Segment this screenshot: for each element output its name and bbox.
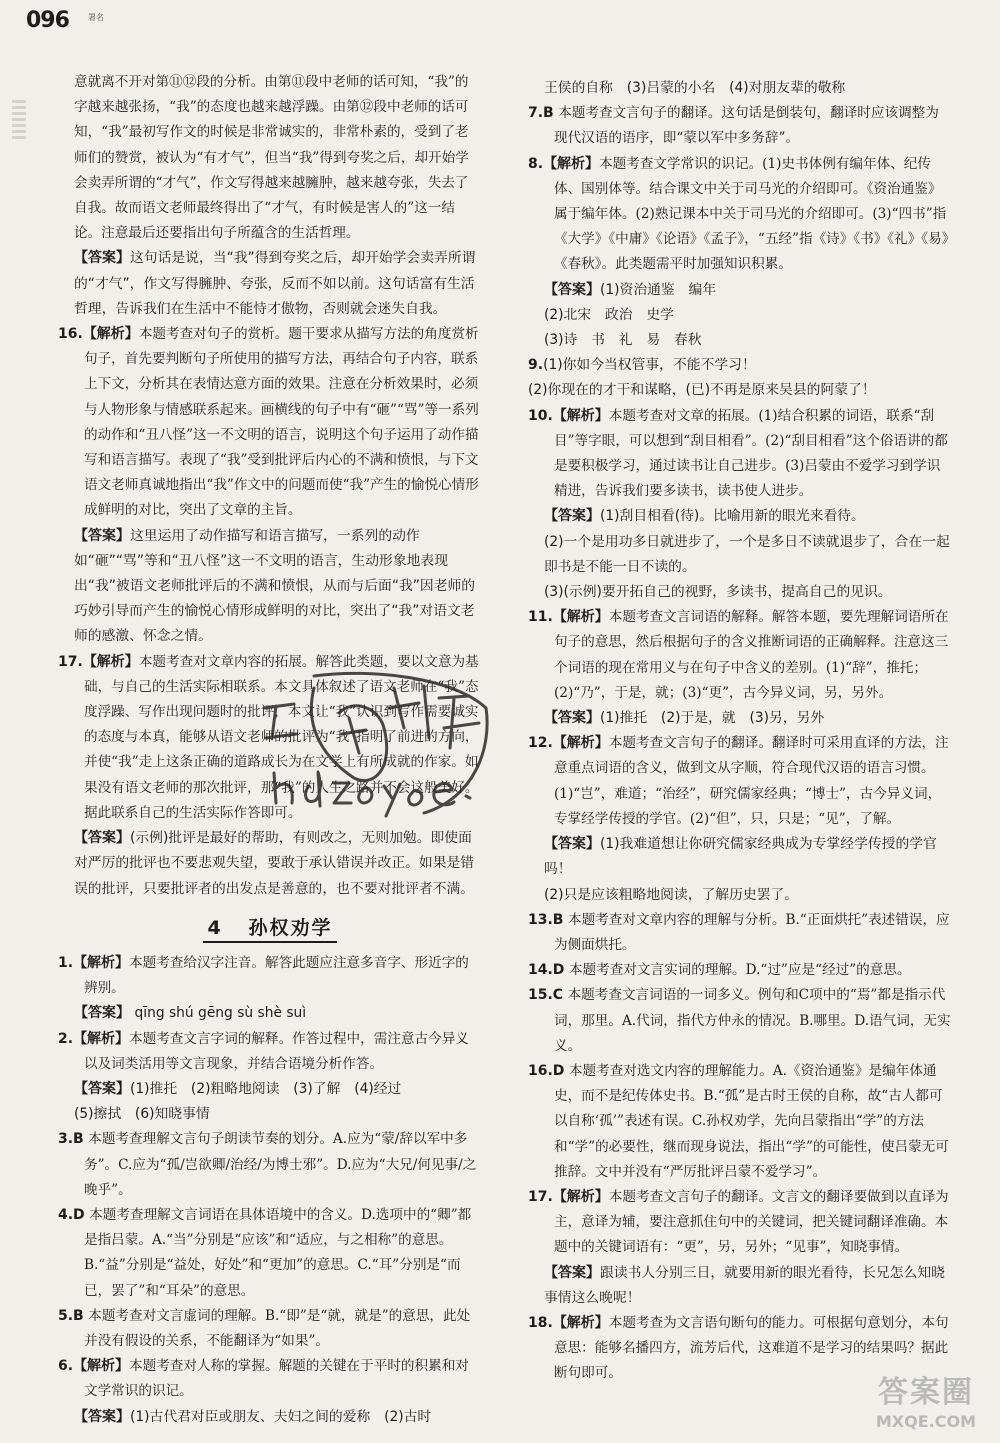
question-number: 16.D xyxy=(528,1062,565,1079)
q17 xyxy=(58,650,482,826)
l14 xyxy=(528,958,952,983)
q17-answer xyxy=(58,826,482,902)
q16-answer xyxy=(58,524,482,650)
q16 xyxy=(58,322,482,524)
analysis-text: 本题考查文言词语的一词多义。例句和C项中的“焉”都是指示代词，那里。A.代词，指代方仲永的情况。B.哪里。D.语气词，无实义。 xyxy=(554,987,951,1054)
answer-label: 【答案】 xyxy=(544,281,600,298)
answer-text: 跟读书人分别三日，就要用新的眼光看待，长兄怎么知晓事情这么晚呢！ xyxy=(544,1264,945,1306)
answer-text-line2: (5)擦拭 (6)知晓事情 xyxy=(74,1106,210,1123)
l16 xyxy=(528,1059,952,1185)
answer-label: 【答案】 xyxy=(74,1080,130,1097)
answer-text: 王侯的自称 (3)吕蒙的小名 (4)对朋友辈的敬称 xyxy=(544,80,846,96)
l6 xyxy=(58,1354,482,1404)
answer-label: 【答案】 xyxy=(544,1264,600,1281)
l4 xyxy=(58,1203,482,1304)
question-number: 6. xyxy=(58,1358,74,1375)
question-number: 1. xyxy=(58,954,74,971)
l12 xyxy=(528,731,952,832)
answer-text: 这里运用了动作描写和语言描写，一系列的动作如“砸”“骂”等和“丑八怪”这一不文明的语言，生动形象地表现出“我”被语文老师批评后的不满和愤恨，从而与后面“我”因老师的巧妙引导而产生的愉悦心情形成鲜明的对比，突出了“我”对语文老师的感激、怀念之情。 xyxy=(74,527,476,645)
question-number: 8. xyxy=(528,155,544,172)
answer-label: 【答案】 xyxy=(74,1408,130,1425)
analysis-label: 【解析】 xyxy=(552,735,609,752)
question-number: 14.D xyxy=(528,962,565,979)
analysis-label: 【解析】 xyxy=(73,1358,130,1375)
answer-text: (1)古代君对臣或朋友、夫妇之间的爱称 (2)古时 xyxy=(130,1408,432,1425)
analysis-label: 【解析】 xyxy=(82,326,139,343)
page-number: 096 xyxy=(26,8,69,33)
question-number: 17. xyxy=(58,653,83,670)
analysis-text: 本题考查对文章的拓展。(1)结合积累的词语，联系“刮目”等字眼，可以想到“刮目相看”。(2)“刮目相看”这个俗语讲的都是要积极学习，通过读书让自己进步。(3)吕蒙由不爱学习到学识精进，告诉我们要多读书，读书使人进步。 xyxy=(554,407,948,500)
answer-label: 【答案】 xyxy=(74,527,130,544)
question-number: 3.B xyxy=(58,1131,84,1148)
answer-text: (1)资治通鉴 编年 xyxy=(600,281,717,298)
answer-text-line2: (2)你现在的才干和谋略，(已)不再是原来吴县的阿蒙了！ xyxy=(528,382,876,399)
answer-text: (示例)批评是最好的帮助，有则改之，无则加勉。即使面对严厉的批评也不要悲观失望，要敢于承认错误并改正。如果是错误的批评，只要批评者的出发点是善意的，也不要对批评者不满。 xyxy=(74,830,475,897)
l11-answer xyxy=(528,706,952,731)
answer-text: (1)你如今当权管事，不能不学习！ xyxy=(543,357,756,374)
l13 xyxy=(528,908,952,958)
analysis-label: 【解析】 xyxy=(552,1188,609,1205)
l6-answer xyxy=(58,1405,482,1430)
l2-answer xyxy=(58,1077,482,1127)
lesson-name: 孙权劝学 xyxy=(248,916,333,939)
analysis-label: 【解析】 xyxy=(552,407,609,424)
answer-label: 【答案】 xyxy=(74,1005,130,1022)
answer-label: 【答案】 xyxy=(544,710,600,727)
l12-answer xyxy=(528,832,952,908)
l10-answer xyxy=(528,504,952,605)
question-number: 7.B xyxy=(528,105,554,122)
analysis-text: 本题考查文学常识的识记。(1)史书体例有编年体、纪传体、国别体等。结合课文中关于司马光的介绍即可。《资治通鉴》属于编年体。(2)熟记课本中关于司马光的介绍即可。(3)“四书”指《大学》《中庸》《论语》《孟子》，“五经”指《诗》《书》《礼》《易》《春秋》。此类题需平时加强知识积累。 xyxy=(554,155,949,273)
question-number: 5.B xyxy=(58,1307,84,1324)
answer-text-line2: (2)北宋 政治 史学 xyxy=(544,306,674,323)
l8 xyxy=(528,152,952,278)
analysis-label: 【解析】 xyxy=(552,1314,609,1331)
l11 xyxy=(528,605,952,706)
question-number: 10. xyxy=(528,407,553,424)
answer-text: 这句话是说，当“我”得到夸奖之后，却开始学会卖弄所谓的“才气”，作文写得臃肿、夸张，反而不如以前。这句话富有生活哲理，告诉我们在生活中不能恃才傲物，否则就会迷失自我。 xyxy=(74,250,476,317)
watermark-url: MXQE.COM xyxy=(875,1412,976,1431)
l9 xyxy=(528,353,952,403)
question-number: 18. xyxy=(528,1314,553,1331)
watermark-title: 答案圈 xyxy=(878,1375,974,1410)
lesson-title xyxy=(58,916,482,941)
answer-text: (1)推托 (2)于是，就 (3)另，另外 xyxy=(600,710,825,727)
l17-answer xyxy=(528,1261,952,1311)
question-number: 17. xyxy=(528,1188,553,1205)
l17 xyxy=(528,1185,952,1261)
q15-answer xyxy=(58,246,482,322)
answer-text-line3: (3)(示例)要开拓自己的视野，多读书，提高自己的见识。 xyxy=(544,584,892,601)
l10 xyxy=(528,404,952,505)
analysis-text: 本题考查对文章内容的理解与分析。B.“正面烘托”表述错误，应为侧面烘托。 xyxy=(554,911,950,953)
answer-text: (1)刮目相看(待)。比喻用新的眼光来看待。 xyxy=(600,508,865,525)
analysis-text: 本题考查文言字词的解释。作答过程中，需注意古今异义以及词类活用等文言现象，并结合语境分析作答。 xyxy=(84,1030,469,1072)
question-number: 15.C xyxy=(528,987,564,1004)
answer-text: (1)我难道想让你研究儒家经典成为专掌经学传授的学官吗！ xyxy=(544,836,937,878)
side-margin-mark xyxy=(12,100,26,140)
analysis-text: 本题考查理解文言词语在具体语境中的含义。D.选项中的“卿”都是指吕蒙。A.“当”分别是“应该”和“适应，与之相称”的意思。B.“益”分别是“益处，好处”和“更加”的意思。C.“耳”分别是“而已，罢了”和“耳朵”的意思。 xyxy=(84,1206,472,1299)
answer-label: 【答案】 xyxy=(544,508,600,525)
analysis-text: 本题考查为文言语句断句的能力。可根据句意划分，本句意思：能够名播四方，流芳后代，这难道不是学习的结果吗？据此断句即可。 xyxy=(554,1314,949,1382)
analysis-text: 本题考查给汉字注音。解答此题应注意多音字、形近字的辨别。 xyxy=(84,954,469,997)
l7 xyxy=(528,101,952,151)
analysis-label: 【解析】 xyxy=(82,653,139,670)
right-column xyxy=(528,76,952,1387)
analysis-label: 【解析】 xyxy=(543,155,600,172)
analysis-text: 本题考查对选文内容的理解能力。A.《资治通鉴》是编年体通史，而不是纪传体史书。B.“孤”是古时王侯的自称，故“古人都可以自称‘孤’”表述有误。C.孙权劝学，先向吕蒙指出“学”的方法和“学”的必要性，继而现身说法，指出“学”的可能性，使吕蒙无可推辞。文中并没有“严厉批评吕蒙不爱学习”。 xyxy=(554,1062,949,1180)
analysis-text: 本题考查文言句子的翻译。翻译时可采用直译的方法，注意重点词语的含义，做到文从字顺，符合现代汉语的语言习惯。(1)“岂”，难道；“治经”，研究儒家经典；“博士”，古今异义词，专掌经学传授的学官。(2)“但”，只，只是；“见”，了解。 xyxy=(554,735,949,827)
l5 xyxy=(58,1304,482,1354)
watermark-logo xyxy=(840,1367,980,1431)
analysis-label: 【解析】 xyxy=(552,609,609,626)
question-number: 16. xyxy=(58,326,83,343)
analysis-text: 本题考查文言句子的翻译。文言文的翻译要做到以直译为主，意译为辅，要注意抓住句中的关键词，把关键词翻译准确。本题中的关键词语有：“更”，另，另外；“见事”，知晓事情。 xyxy=(554,1188,949,1256)
analysis-text: 本题考查文言句子的翻译。这句话是倒装句，翻译时应该调整为现代汉语的语序，即“蒙以军中多务辞”。 xyxy=(554,105,939,147)
answer-label: 【答案】 xyxy=(544,836,600,853)
l1 xyxy=(58,951,482,1001)
question-number: 4.D xyxy=(58,1206,85,1223)
page-sub-label: 署名 xyxy=(88,13,104,22)
analysis-text: 本题考查对文言实词的理解。D.“过”应是“经过”的意思。 xyxy=(568,962,911,979)
l2 xyxy=(58,1027,482,1077)
answer-label: 【答案】 xyxy=(74,250,130,267)
analysis-text: 本题考查对文言虚词的理解。B.“即”是“就，就是”的意思，此处并没有假设的关系，不能翻译为“如果”。 xyxy=(84,1307,471,1349)
analysis-text: 本题考查文言词语的解释。解答本题，要先理解词语所在句子的意思，然后根据句子的含义推断词语的正确解释。注意这三个词语的现在常用义与在句子中含义的差别。(1)“辞”，推托；(2)“乃”，于是，就；(3)“更”，古今异义词，另，另外。 xyxy=(554,609,949,701)
l8-answer xyxy=(528,278,952,354)
q15-cont xyxy=(58,70,482,246)
question-number: 11. xyxy=(528,609,553,626)
question-number: 2. xyxy=(58,1030,74,1047)
analysis-text: 本题考查对文章内容的拓展。解答此类题，要以文意为基础，与自己的生活实际相联系。本文具体叙述了语文老师在“我”态度浮躁、写作出现问题时的批评，本文让“我”认识到写作需要诚实的态度与本真，能够从语文老师的批评为“我”指明了前进的方向，并使“我”走上这条正确的道路成长为在文学上有所成就的作家。如果没有语文老师的那次批评，那“我”的人生之路并不会这般美好。据此联系自己的生活实际作答即可。 xyxy=(84,653,479,821)
answer-text: (1)推托 (2)粗略地阅读 (3)了解 (4)经过 xyxy=(130,1080,402,1097)
left-column xyxy=(58,70,482,1430)
analysis-text: 本题考查理解文言句子朗读节奏的划分。A.应为“蒙/辞以军中多务”。C.应为“孤/岂欲卿/治经/为博士邪”。D.应为“大兄/何见事/之晚乎”。 xyxy=(84,1131,477,1198)
analysis-text: 本题考查对句子的赏析。题干要求从描写方法的角度赏析句子，首先要判断句子所使用的描写方法，再结合句子内容，联系上下文，分析其在表情达意方面的效果。注意在分析效果时，必须与人物形象与情感联系起来。画横线的句子中有“砸”“骂”等一系列的动作和“丑八怪”这一不文明的语言，说明这个句子运用了动作描写和语言描写。表现了“我”受到批评后内心的不满和愤恨，与下文语文老师真诚地指出“我”作文中的问题而使“我”产生的愉悦心情形成鲜明的对比，突出了文章的主旨。 xyxy=(84,326,479,519)
answer-text-line3: (3)诗 书 礼 易 春秋 xyxy=(544,332,702,349)
analysis-label: 【解析】 xyxy=(73,954,130,971)
answer-label: 【答案】 xyxy=(74,830,130,847)
question-number: 12. xyxy=(528,735,553,752)
l3 xyxy=(58,1127,482,1203)
question-number: 13.B xyxy=(528,911,564,928)
l6-cont xyxy=(528,76,952,101)
l1-answer xyxy=(58,1001,482,1026)
analysis-label: 【解析】 xyxy=(73,1030,130,1047)
answer-text-line2: (2)一个是用功多日就进步了，一个是多日不读就退步了，合在一起即书是不能一日不读的。 xyxy=(544,533,950,575)
q15-cont-text: 意就离不开对第⑪⑫段的分析。由第⑪段中老师的话可知，“我”的字越来越张扬，“我”的态度也越来越浮躁。由第⑫段中老师的话可知，“我”最初写作文的时候是非常诚实的，非常朴素的，受到了老师们的赞赏，被认为“有才气”，但当“我”得到夸奖之后，却开始学会卖弄所谓的“才气”，作文写得越来越臃肿，越来越夸张，失去了自我。故而语文老师最终得出了“才气，有时候是害人的”这一结论。注意最后还要指出句子所蕴含的生活哲理。 xyxy=(74,74,469,242)
lesson-number: 4 xyxy=(207,916,223,939)
question-number: 9. xyxy=(528,357,544,374)
analysis-text: 本题考查对人称的掌握。解题的关键在于平时的积累和对文学常识的识记。 xyxy=(84,1358,469,1400)
l15 xyxy=(528,983,952,1059)
answer-text: qīng shú gēng sù shè suì xyxy=(134,1005,307,1022)
answer-text-line2: (2)只是应该粗略地阅读，了解历史罢了。 xyxy=(544,886,799,903)
